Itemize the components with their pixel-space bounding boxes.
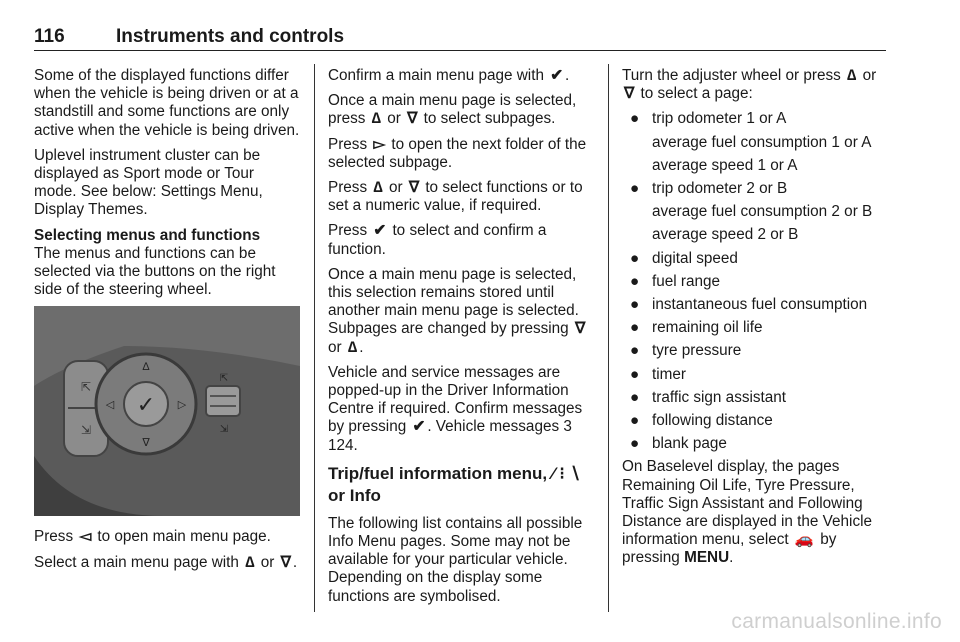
text: by pressing	[622, 531, 837, 567]
paragraph	[328, 266, 594, 357]
down-arrow-icon: ∇	[407, 110, 418, 128]
text: Vehicle and service messages are popped-up in the Driver Information Centre if required. Confirm messages by pressing	[328, 363, 583, 436]
text: to open main menu page.	[97, 528, 271, 546]
paragraph	[34, 528, 300, 546]
subheading: Selecting menus and functions	[34, 226, 261, 244]
bullet-icon: ●	[630, 342, 640, 360]
paragraph	[328, 92, 594, 128]
list-item	[622, 389, 892, 407]
paragraph	[622, 67, 892, 103]
svg-text:✓: ✓	[136, 392, 156, 418]
down-arrow-icon: ∇	[574, 320, 586, 338]
text: .	[292, 553, 298, 571]
list-subitem: average fuel consumption 1 or A	[652, 133, 872, 151]
page-reference-link[interactable]: 3 124.	[328, 418, 572, 454]
text: or Info	[328, 485, 381, 505]
text: to select and confirm a function.	[328, 222, 547, 258]
up-arrow-icon: ∆	[347, 338, 358, 356]
list-item	[622, 250, 892, 268]
list-item-label: blank page	[652, 435, 727, 453]
svg-text:⇱: ⇱	[80, 380, 92, 395]
up-arrow-icon: ∆	[847, 67, 857, 84]
text: or	[260, 553, 275, 571]
list-item	[622, 412, 892, 430]
down-arrow-icon: ∇	[408, 179, 420, 197]
paragraph	[622, 458, 892, 567]
svg-text:⇱: ⇱	[219, 373, 229, 385]
down-arrow-icon: ∇	[624, 85, 635, 103]
watermark: carmanualsonline.info	[731, 610, 942, 633]
down-arrow-icon: ∇	[280, 553, 291, 571]
paragraph: Uplevel instrument cluster can be displayed as Sport mode or Tour mode. See below: Settings Menu, Display Themes.	[34, 146, 263, 219]
up-arrow-icon: ∆	[245, 553, 255, 571]
bullet-icon: ●	[630, 296, 640, 314]
text: to open the next folder of the selected subpage.	[328, 135, 587, 171]
left-arrow-icon: ◅	[79, 528, 92, 546]
page-title: Instruments and controls	[116, 26, 345, 47]
list-item-label: remaining oil life	[652, 319, 763, 337]
text: Press	[328, 179, 368, 197]
column-divider	[608, 64, 609, 612]
list-item-label: trip odometer 1 or A	[652, 110, 787, 128]
check-icon: ✔	[550, 67, 564, 84]
steering-wheel-controls-image	[34, 306, 300, 516]
list-item-label: instantaneous fuel consumption	[652, 296, 868, 314]
list-item	[622, 319, 892, 337]
bullet-icon: ●	[630, 110, 640, 128]
list-item-label: fuel range	[652, 272, 721, 290]
list-item-label: traffic sign assistant	[652, 388, 787, 406]
paragraph: The following list contains all possible Info Menu pages. Some may not be available for your particular vehicle. Depending on the display some functions are symbolised.	[328, 514, 583, 605]
text: or	[328, 338, 342, 356]
list-item-label: tyre pressure	[652, 342, 742, 360]
section-title	[328, 463, 594, 507]
list-item	[622, 366, 892, 384]
text: to select functions or to set a numeric value, if required.	[328, 179, 583, 215]
paragraph	[328, 222, 594, 258]
text: Press	[328, 222, 368, 240]
text: Once a main menu page is selected, this selection remains stored until another main menu page is selected. Subpages are changed by pressing	[328, 265, 579, 338]
text: Press	[328, 135, 368, 153]
list-item-label: following distance	[652, 412, 773, 430]
check-icon: ✔	[373, 222, 387, 240]
text: Confirm a main menu page with	[328, 67, 544, 84]
list-item	[622, 296, 892, 314]
text: to select subpages.	[423, 110, 556, 128]
column-2	[328, 67, 594, 613]
page-number: 116	[34, 26, 65, 47]
bullet-icon: ●	[630, 272, 640, 290]
text: . Vehicle messages	[427, 418, 560, 436]
text: .	[565, 67, 570, 84]
text: .	[359, 338, 364, 356]
paragraph	[34, 554, 300, 572]
page-header	[34, 26, 886, 51]
column-1	[34, 67, 300, 579]
text: or	[862, 67, 877, 84]
column-3	[622, 67, 892, 575]
check-icon: ✔	[412, 418, 426, 436]
paragraph	[328, 67, 594, 85]
paragraph	[328, 179, 594, 215]
bullet-icon: ●	[630, 365, 640, 383]
svg-text:◁: ◁	[105, 399, 115, 412]
bullet-icon: ●	[630, 435, 640, 453]
list-item	[622, 110, 892, 128]
text: Once a main menu page is selected, press	[328, 92, 577, 128]
list-item	[622, 273, 892, 291]
text: or	[387, 110, 401, 128]
column-divider	[314, 64, 315, 612]
bullet-icon: ●	[630, 180, 640, 198]
text: On Baselevel display, the pages Remaining Oil Life, Tyre Pressure, Traffic Sign Assistant and Following Distance are displayed in the Vehicle information menu, select	[622, 458, 873, 549]
list-subitem: average speed 2 or B	[652, 226, 799, 244]
paragraph: The menus and functions can be selected via the buttons on the right side of the steering wheel.	[34, 244, 276, 299]
list-item-label: digital speed	[652, 249, 738, 267]
car-icon: 🚗	[794, 531, 814, 549]
text: to select a page:	[640, 85, 753, 103]
list-item	[622, 342, 892, 360]
paragraph	[328, 136, 594, 172]
list-subitem: average fuel consumption 2 or B	[652, 203, 873, 221]
info-pages-list	[622, 110, 892, 453]
svg-text:∆: ∆	[142, 361, 150, 374]
svg-text:⇲: ⇲	[80, 423, 92, 438]
list-item	[622, 180, 892, 198]
right-arrow-icon: ▻	[373, 135, 386, 153]
text: Press	[34, 528, 74, 546]
bullet-icon: ●	[630, 412, 640, 430]
text: Trip/fuel information menu,	[328, 463, 548, 483]
up-arrow-icon: ∆	[371, 110, 382, 128]
list-item	[622, 435, 892, 453]
svg-text:▷: ▷	[177, 399, 187, 412]
text: Turn the adjuster wheel or press	[622, 67, 841, 84]
paragraph: Some of the displayed functions differ when the vehicle is being driven or at a standstill and some functions are only active when the vehicle is being driven.	[34, 67, 300, 139]
bullet-icon: ●	[630, 249, 640, 267]
svg-text:∇: ∇	[142, 437, 150, 450]
text: Select a main menu page with	[34, 553, 239, 571]
text: .	[729, 549, 734, 567]
up-arrow-icon: ∆	[373, 179, 383, 197]
trip-info-icon: ⁄ ⁝ ∖	[551, 463, 581, 483]
svg-text:⇲: ⇲	[219, 424, 229, 436]
menu-button-label: MENU	[684, 549, 730, 567]
list-item-label: timer	[652, 365, 686, 383]
list-item-label: trip odometer 2 or B	[652, 180, 788, 198]
text: or	[388, 179, 403, 197]
paragraph	[328, 364, 594, 455]
list-subitem: average speed 1 or A	[652, 156, 798, 174]
bullet-icon: ●	[630, 319, 640, 337]
bullet-icon: ●	[630, 388, 640, 406]
